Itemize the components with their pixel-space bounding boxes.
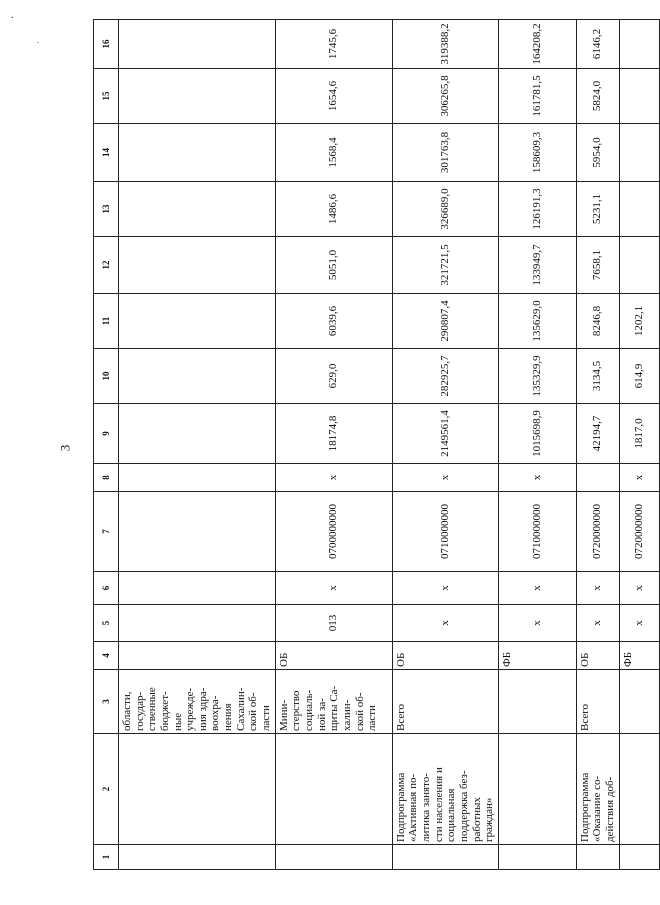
program-name-cell [119,734,276,845]
value-cell: 1654,6 [275,69,392,124]
executor-cell: области, государ- ственные бюджет- ные учрежде- ния здра- воохра- нения Сахалин- ской об- ласти [119,670,276,734]
value-cell [119,237,276,294]
value-cell: x [392,572,498,605]
value-cell [119,572,276,605]
page-number: 3 [57,444,73,452]
value-cell: x [619,572,659,605]
value-cell: x [498,605,576,642]
table-row [498,20,576,870]
value-cell: x [392,464,498,492]
row-number-cell [619,845,659,870]
value-cell: 614,9 [619,349,659,404]
column-header: 8 [94,464,119,492]
table-row [119,20,276,870]
value-cell: 7658,1 [576,237,619,294]
value-cell [119,20,276,69]
value-cell: 5051,0 [275,237,392,294]
value-cell: 5954,0 [576,124,619,182]
program-name-cell [619,734,659,845]
value-cell [119,404,276,464]
row-number-cell [498,845,576,870]
value-cell: 133949,7 [498,237,576,294]
value-cell: 161781,5 [498,69,576,124]
value-cell: 135629,0 [498,294,576,349]
column-header: 2 [94,734,119,845]
column-header: 4 [94,642,119,670]
column-header: 7 [94,492,119,572]
program-name-cell [275,734,392,845]
value-cell: x [275,572,392,605]
budget-table [93,19,660,870]
table-row [392,20,498,870]
value-cell: x [619,605,659,642]
value-cell: 5231,1 [576,182,619,237]
table-row [576,20,619,870]
value-cell: x [619,464,659,492]
row-number-cell [119,845,276,870]
value-cell: ОБ [275,642,392,670]
column-header: 10 [94,349,119,404]
program-name-cell [498,734,576,845]
value-cell: ОБ [576,642,619,670]
column-header: 14 [94,124,119,182]
row-number-cell [392,845,498,870]
value-cell: 321721,5 [392,237,498,294]
value-cell: 135329,9 [498,349,576,404]
value-cell [576,464,619,492]
value-cell: x [576,572,619,605]
column-header: 3 [94,670,119,734]
value-cell: 18174,8 [275,404,392,464]
value-cell: 42194,7 [576,404,619,464]
row-number-cell [275,845,392,870]
scan-mark: . [11,10,14,21]
value-cell [119,182,276,237]
value-cell: x [392,605,498,642]
value-cell [119,605,276,642]
executor-cell: Всего [576,670,619,734]
value-cell: 6146,2 [576,20,619,69]
program-name-cell: Подпрограмма «Активная по- литика занято- сти населения и социальная поддержка без- работных граждан» [392,734,498,845]
value-cell: 3134,5 [576,349,619,404]
value-cell: 8246,8 [576,294,619,349]
value-cell: 126191,3 [498,182,576,237]
executor-cell: Мини- стерство социаль- ной за- щиты Са- халин- ской об- ласти [275,670,392,734]
value-cell: 301763,8 [392,124,498,182]
value-cell: 0710000000 [392,492,498,572]
rotated-table-container [93,20,645,870]
program-name-cell: Подпрограмма «Оказание со- действия доб- [576,734,619,845]
column-header: 1 [94,845,119,870]
value-cell: 1015698,9 [498,404,576,464]
row-number-cell [576,845,619,870]
column-header: 5 [94,605,119,642]
value-cell [119,294,276,349]
value-cell: 6039,6 [275,294,392,349]
column-header: 15 [94,69,119,124]
value-cell [619,182,659,237]
value-cell: ФБ [619,642,659,670]
column-header: 12 [94,237,119,294]
value-cell: 0720000000 [576,492,619,572]
table-row [619,20,659,870]
executor-cell [498,670,576,734]
value-cell: 1568,4 [275,124,392,182]
value-cell [619,20,659,69]
value-cell: x [498,464,576,492]
value-cell: 1745,6 [275,20,392,69]
value-cell: x [576,605,619,642]
table-row [275,20,392,870]
value-cell: 282925,7 [392,349,498,404]
value-cell [119,492,276,572]
value-cell: 2149561,4 [392,404,498,464]
header-row [94,20,119,870]
column-header: 13 [94,182,119,237]
value-cell: 5824,0 [576,69,619,124]
value-cell: 1486,6 [275,182,392,237]
value-cell: 326689,0 [392,182,498,237]
value-cell [619,124,659,182]
value-cell [119,642,276,670]
value-cell: 629,0 [275,349,392,404]
value-cell: 1202,1 [619,294,659,349]
value-cell: 0720000000 [619,492,659,572]
value-cell [119,69,276,124]
value-cell: 0700000000 [275,492,392,572]
value-cell: 290807,4 [392,294,498,349]
value-cell: 158609,3 [498,124,576,182]
rotated-page [93,20,645,870]
value-cell: 013 [275,605,392,642]
value-cell: 0710000000 [498,492,576,572]
column-header: 9 [94,404,119,464]
column-header: 6 [94,572,119,605]
scan-mark: . [37,36,39,45]
executor-cell [619,670,659,734]
value-cell [119,349,276,404]
value-cell: 319388,2 [392,20,498,69]
value-cell: ОБ [392,642,498,670]
column-header: 11 [94,294,119,349]
value-cell [119,124,276,182]
value-cell [119,464,276,492]
executor-cell: Всего [392,670,498,734]
value-cell [619,69,659,124]
value-cell: 1817,0 [619,404,659,464]
value-cell: x [275,464,392,492]
value-cell [619,237,659,294]
value-cell: 306265,8 [392,69,498,124]
column-header: 16 [94,20,119,69]
value-cell: ФБ [498,642,576,670]
value-cell: 164208,2 [498,20,576,69]
value-cell: x [498,572,576,605]
